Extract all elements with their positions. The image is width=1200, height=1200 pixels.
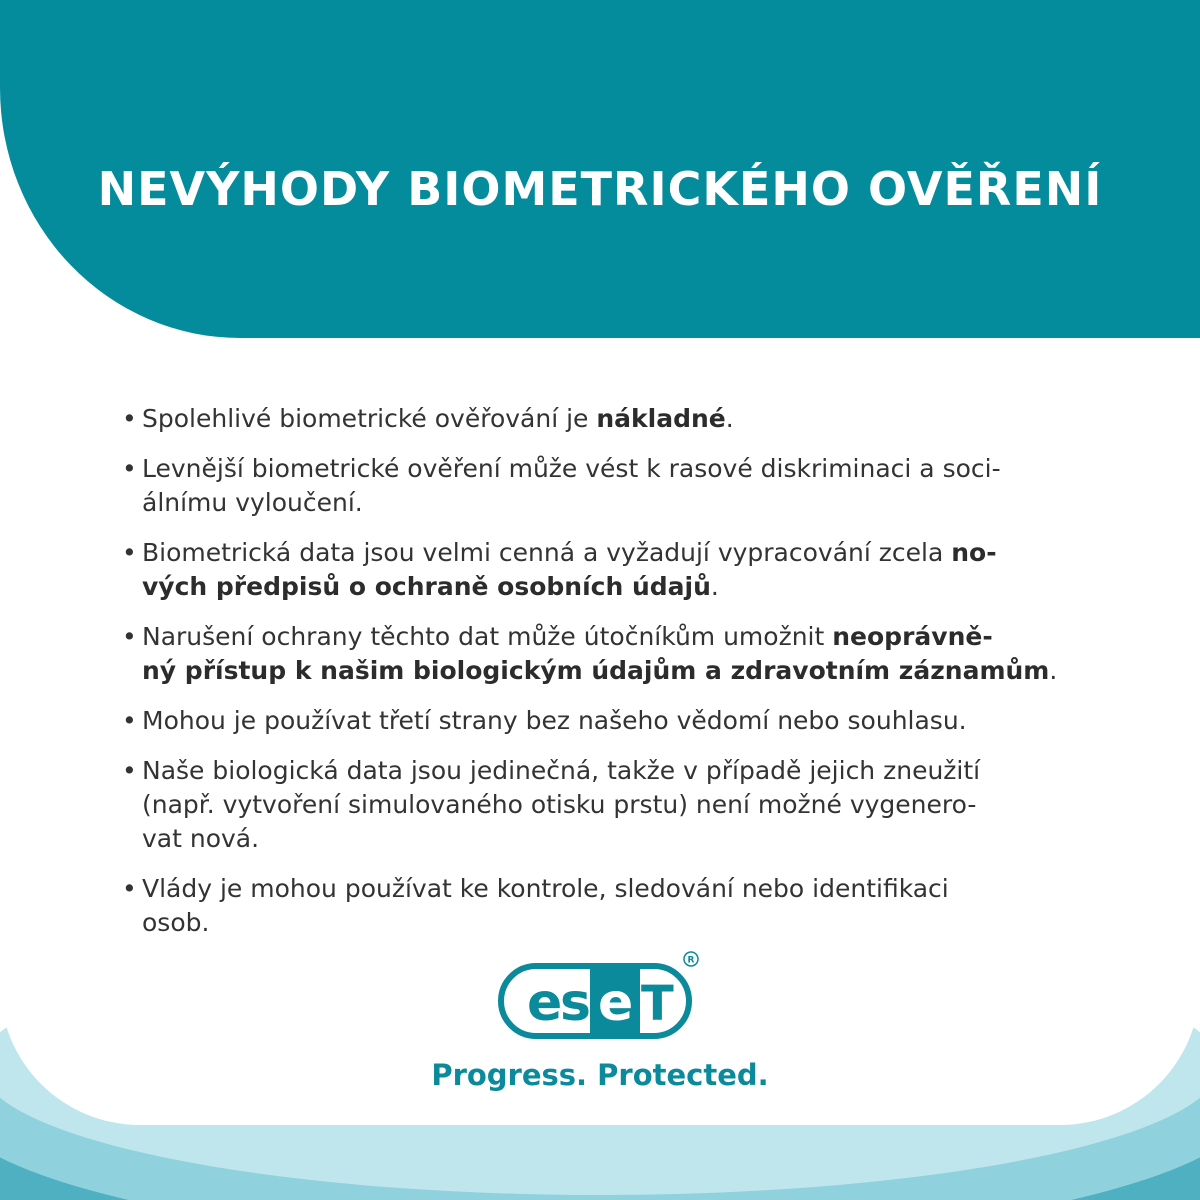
logo-letter-e1: e — [527, 973, 563, 1033]
body-text: . — [1049, 656, 1058, 685]
emphasis-text: ný přístup k našim biologickým údajům a zdravotním záznamům — [142, 656, 1050, 685]
body-text: Narušení ochrany těchto dat může útočníkům umožnit — [142, 622, 833, 651]
body-text: Biometrická data jsou velmi cenná a vyžadují vypracování zcela — [142, 538, 952, 567]
list-item — [122, 620, 1102, 688]
emphasis-text: neoprávně- — [832, 622, 993, 651]
list-item-line — [142, 536, 1102, 570]
logo-letter-e2: e — [598, 973, 634, 1033]
body-text: (např. vytvoření simulovaného otisku prstu) není možné vygenero- — [142, 790, 977, 819]
body-text: álnímu vyloučení. — [142, 488, 363, 517]
list-item-line — [142, 452, 1102, 486]
logo-letter-s: s — [560, 973, 591, 1033]
list-item-line — [142, 704, 1102, 738]
list-item — [122, 754, 1102, 856]
tagline: Progress. Protected. — [431, 1058, 769, 1092]
body-text: Levnější biometrické ověření může vést k rasové diskriminaci a soci- — [142, 454, 1001, 483]
list-item-line — [142, 570, 1102, 604]
body-text: Mohou je používat třetí strany bez našeho vědomí nebo souhlasu. — [142, 706, 967, 735]
body-text: Spolehlivé biometrické ověřování je — [142, 404, 597, 433]
list-item-line — [142, 654, 1102, 688]
list-item-line — [142, 754, 1102, 788]
list-item — [122, 452, 1102, 520]
body-text: osob. — [142, 908, 210, 937]
list-item — [122, 704, 1102, 738]
list-item — [122, 402, 1102, 436]
body-text: vat nová. — [142, 824, 260, 853]
list-item — [122, 872, 1102, 940]
list-item-line — [142, 402, 1102, 436]
list-item-line — [142, 906, 1102, 940]
body-text: Naše biologická data jsou jedinečná, takže v případě jejich zneužití — [142, 756, 981, 785]
page-title: NEVÝHODY BIOMETRICKÉHO OVĚŘENÍ — [97, 162, 1103, 216]
list-item-line — [142, 486, 1102, 520]
body-text: . — [710, 572, 719, 601]
list-item-line — [142, 822, 1102, 856]
body-text: Vlády je mohou používat ke kontrole, sledování nebo identifikaci — [142, 874, 949, 903]
eset-logo — [498, 950, 702, 1040]
emphasis-text: no- — [951, 538, 997, 567]
list-item-line — [142, 788, 1102, 822]
list-item-line — [142, 872, 1102, 906]
emphasis-text: nákladné — [596, 404, 726, 433]
logo-letter-t: T — [641, 976, 674, 1032]
registered-mark: R — [687, 955, 695, 966]
list-item — [122, 536, 1102, 604]
list-item-line — [142, 620, 1102, 654]
body-text: . — [725, 404, 734, 433]
emphasis-text: vých předpisů o ochraně osobních údajů — [142, 572, 711, 601]
disadvantages-list — [122, 402, 1102, 956]
